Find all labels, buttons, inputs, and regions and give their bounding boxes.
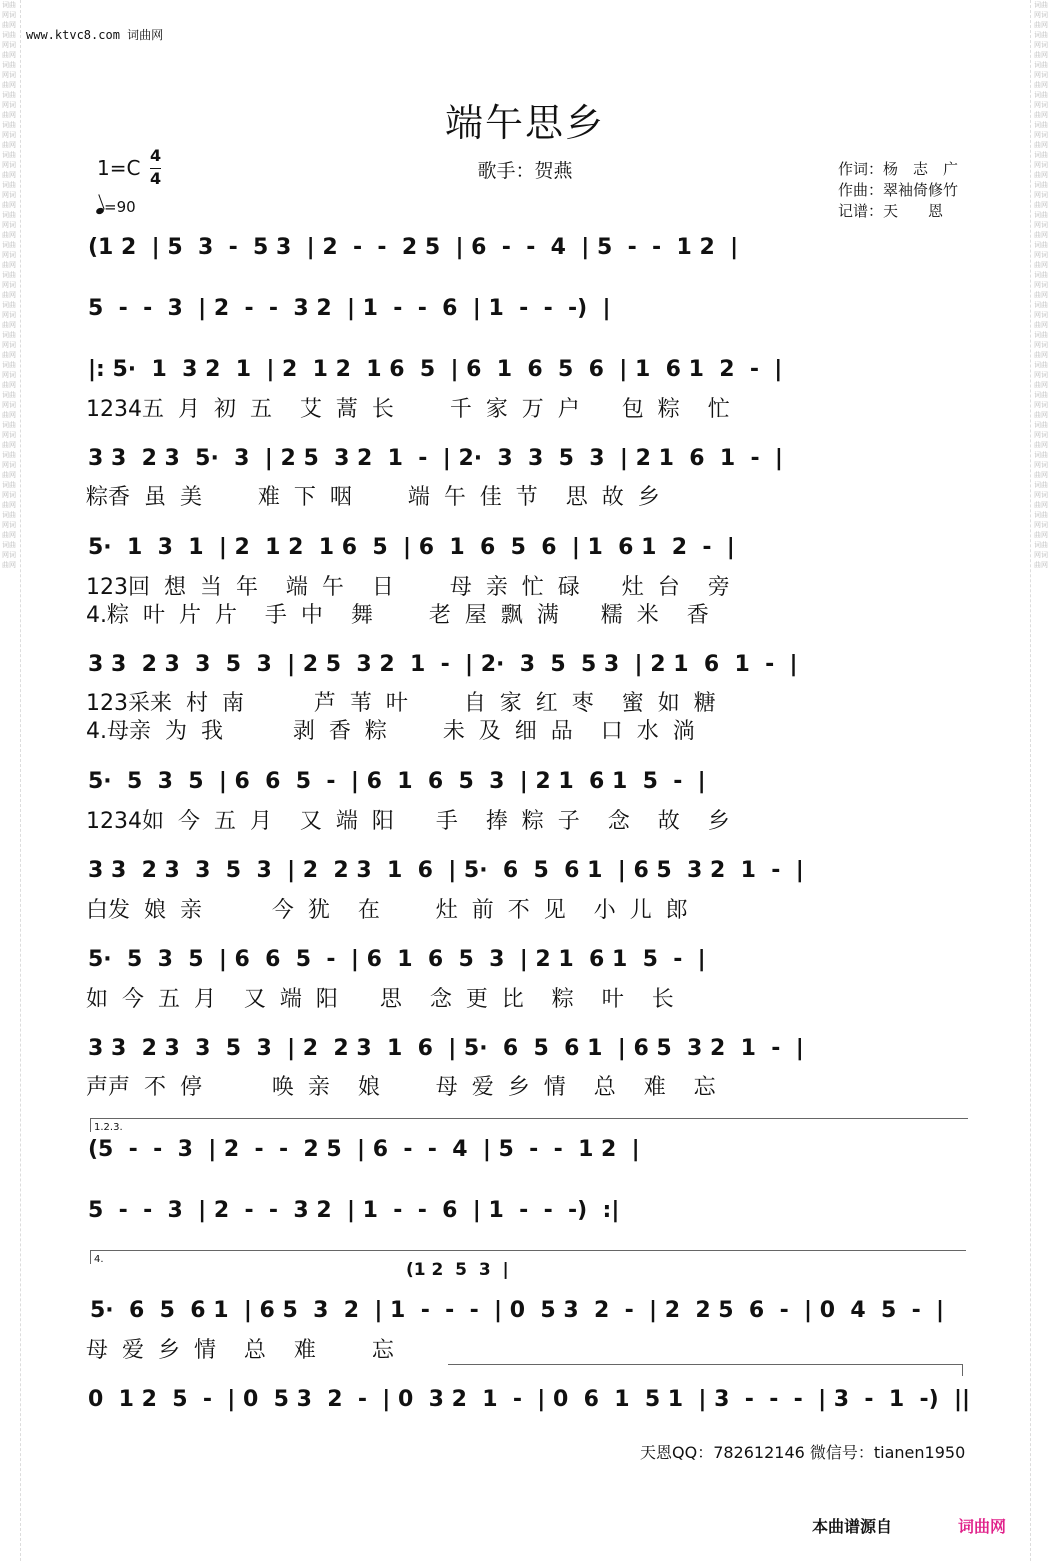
lyric-line-13: 母 爱 乡 情 总 难 忘 <box>86 1338 394 1363</box>
coda-bracket <box>448 1364 962 1365</box>
time-sig-top: 4 <box>150 146 162 165</box>
score-line-7: 5· 5 3 5 | 6 6 5 - | 6 1 6 5 3 | 2 1 6 1 5 - | <box>88 769 706 794</box>
score-line-4: 3 3 2 3 5· 3 | 2 5 3 2 1 - | 2· 3 3 5 3 | 2 1 6 1 - | <box>88 446 783 471</box>
footer-source: 本曲谱源自 <box>812 1517 893 1536</box>
footer-brand-link[interactable]: 词曲网 <box>958 1517 1007 1536</box>
site-header[interactable]: www.ktvc8.com 词曲网 <box>26 28 164 42</box>
lyric-line-7: 1234如 今 五 月 又 端 阳 手 捧 粽 子 念 故 乡 <box>86 809 730 834</box>
score-line-14: 0 1 2 5 - | 0 5 3 2 - | 0 3 2 1 - | 0 6 1 5 1 | 3 - - - | 3 - 1 -) || <box>88 1387 971 1412</box>
side-watermark-left: 词曲网词曲网词曲网词曲网词曲网词曲网词曲网词曲网词曲网词曲网词曲网词曲网词曲网词曲网词曲网词曲网词曲网词曲网词曲网词曲网词曲网词曲网词曲网词曲网词曲网词曲网词曲网词曲网词曲网词曲网词曲网词曲网词曲网词曲网词曲网词曲网词曲网词曲网 <box>2 1 16 569</box>
song-title: 端午思乡 <box>444 101 605 145</box>
lyric-line-6b: 4.母亲 为 我 剥 香 粽 未 及 细 品 口 水 淌 <box>86 719 695 744</box>
score-line-9: 5· 5 3 5 | 6 6 5 - | 6 1 6 5 3 | 2 1 6 1 5 - | <box>88 947 706 972</box>
lyric-line-6a: 123采来 村 南 芦 苇 叶 自 家 红 枣 蜜 如 糖 <box>86 691 716 716</box>
score-line-12: 5 - - 3 | 2 - - 3 2 | 1 - - 6 | 1 - - -) :| <box>88 1198 620 1223</box>
lyric-line-4: 粽香 虽 美 难 下 咽 端 午 佳 节 思 故 乡 <box>86 485 660 510</box>
volta-bracket-2 <box>90 1250 966 1251</box>
volta-bracket-1 <box>90 1118 968 1119</box>
score-line-8: 3 3 2 3 3 5 3 | 2 2 3 1 6 | 5· 6 5 6 1 | 6 5 3 2 1 - | <box>88 858 804 883</box>
time-sig-bottom: 4 <box>150 169 162 188</box>
key-signature: 1=C <box>97 156 141 180</box>
score-line-11: (5 - - 3 | 2 - - 2 5 | 6 - - 4 | 5 - - 1 2 | <box>88 1137 640 1162</box>
score-line-5: 5· 1 3 1 | 2 1 2 1 6 5 | 6 1 6 5 6 | 1 6 1 2 - | <box>88 535 735 560</box>
lyric-line-10: 声声 不 停 唤 亲 娘 母 爱 乡 情 总 难 忘 <box>86 1075 716 1100</box>
lyric-line-5b: 4.粽 叶 片 片 手 中 舞 老 屋 飘 满 糯 米 香 <box>86 603 709 628</box>
score-line-13: 5· 6 5 6 1 | 6 5 3 2 | 1 - - - | 0 5 3 2 - | 2 2 5 6 - | 0 4 5 - | <box>90 1298 945 1323</box>
score-line-3: |: 5· 1 3 2 1 | 2 1 2 1 6 5 | 6 1 6 5 6 | 1 6 1 2 - | <box>88 357 783 382</box>
lyric-line-5a: 123回 想 当 年 端 午 日 母 亲 忙 碌 灶 台 旁 <box>86 575 730 600</box>
tempo: =90 <box>96 198 136 216</box>
credit-composer: 作曲：翠袖倚修竹 <box>838 181 959 199</box>
lyric-line-8: 白发 娘 亲 今 犹 在 灶 前 不 见 小 儿 郎 <box>86 898 688 923</box>
singer: 歌手：贺燕 <box>477 160 573 182</box>
credit-lyricist: 作词：杨 志 广 <box>838 160 959 178</box>
score-line-2: 5 - - 3 | 2 - - 3 2 | 1 - - 6 | 1 - - -) | <box>88 296 611 321</box>
score-line-1: (1 2 | 5 3 - 5 3 | 2 - - 2 5 | 6 - - 4 | 5 - - 1 2 | <box>88 235 739 260</box>
lyric-line-9: 如 今 五 月 又 端 阳 思 念 更 比 粽 叶 长 <box>86 987 674 1012</box>
side-watermark-right: 词曲网词曲网词曲网词曲网词曲网词曲网词曲网词曲网词曲网词曲网词曲网词曲网词曲网词曲网词曲网词曲网词曲网词曲网词曲网词曲网词曲网词曲网词曲网词曲网词曲网词曲网词曲网词曲网词曲网词曲网词曲网词曲网词曲网词曲网词曲网词曲网词曲网词曲网 <box>1034 1 1048 569</box>
transcriber-contact: 天恩QQ：782612146 微信号：tianen1950 <box>640 1443 966 1462</box>
lyric-line-3: 1234五 月 初 五 艾 蒿 长 千 家 万 户 包 粽 忙 <box>86 397 730 422</box>
score-line-10: 3 3 2 3 3 5 3 | 2 2 3 1 6 | 5· 6 5 6 1 | 6 5 3 2 1 - | <box>88 1036 804 1061</box>
volta-label-1: 1.2.3. <box>94 1122 123 1133</box>
credit-transcriber: 记谱：天 恩 <box>838 202 944 220</box>
volta-label-2: 4. <box>94 1254 104 1265</box>
score-line-6: 3 3 2 3 3 5 3 | 2 5 3 2 1 - | 2· 3 5 5 3 | 2 1 6 1 - | <box>88 652 798 677</box>
intro-small: (1 2 5 3 | <box>406 1260 509 1280</box>
